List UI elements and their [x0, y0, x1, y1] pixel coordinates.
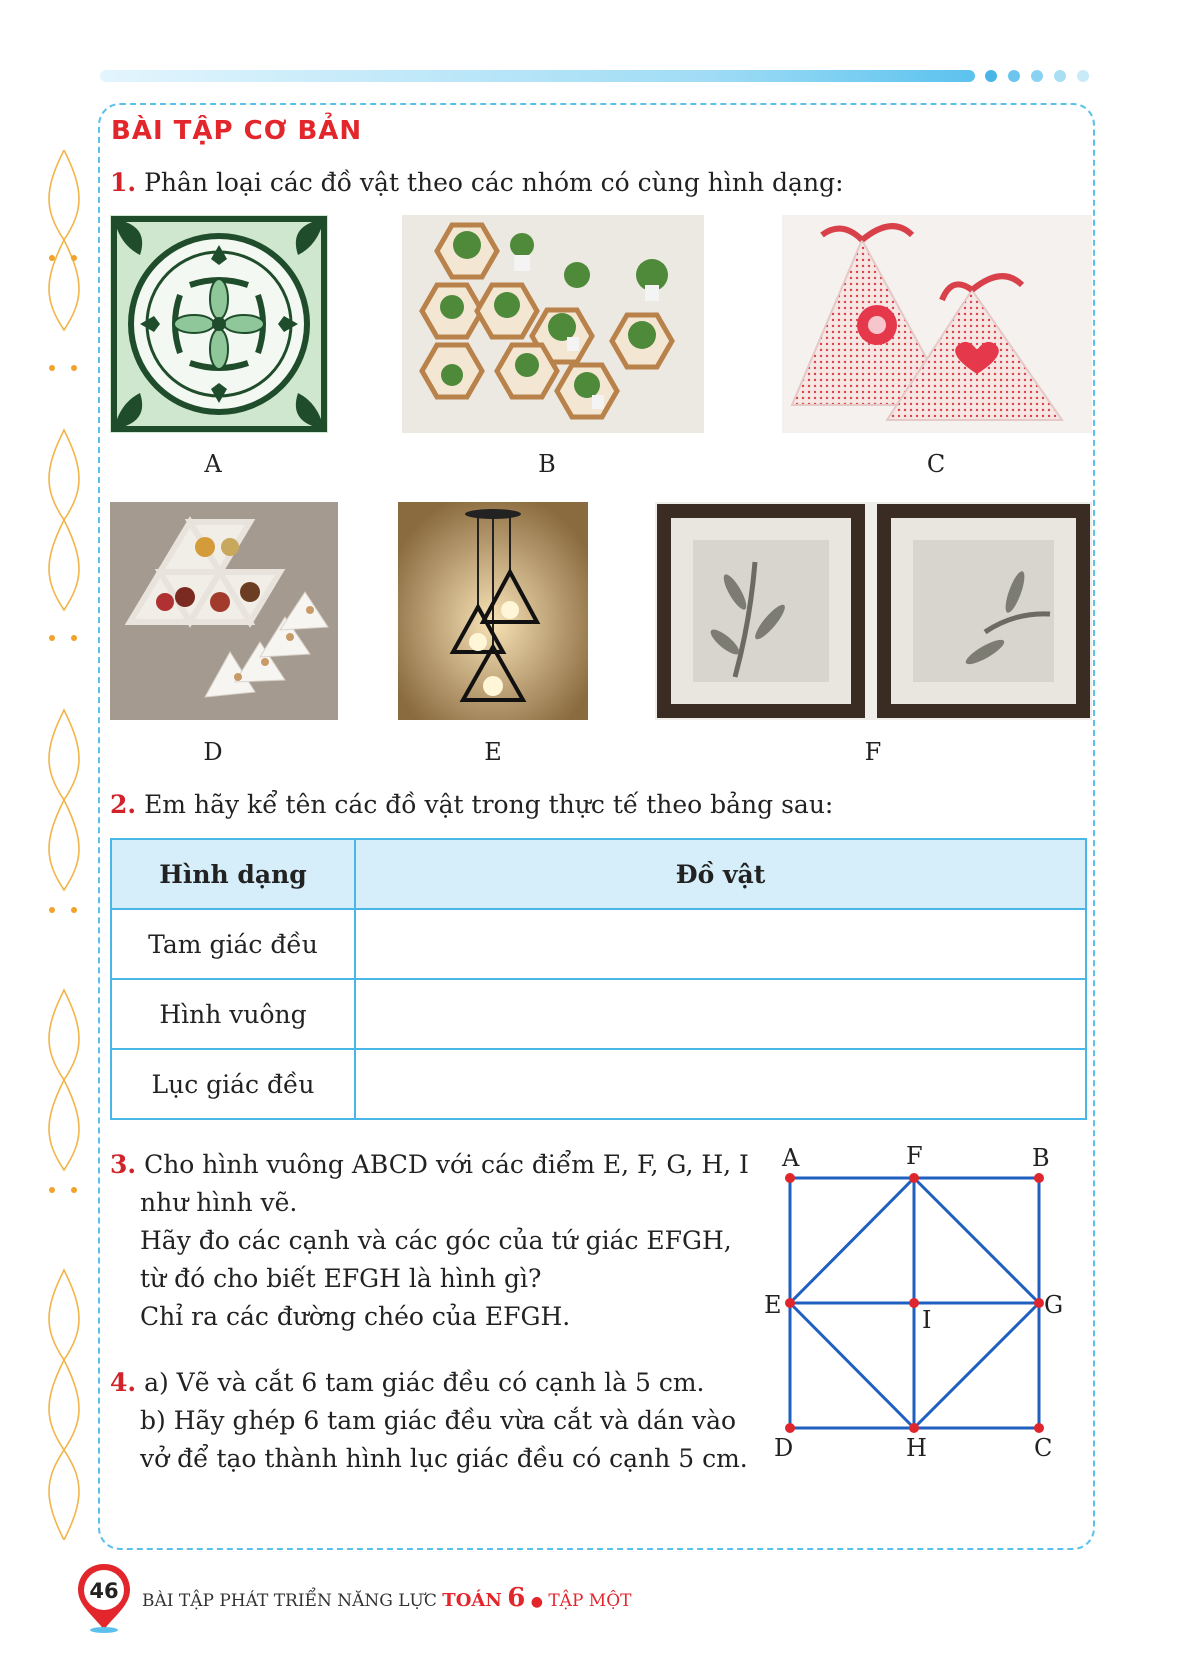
- point-h: [909, 1423, 919, 1433]
- point-d: [785, 1423, 795, 1433]
- point-b: [1034, 1173, 1044, 1183]
- table-cell-shape: Lục giác đều: [111, 1049, 355, 1119]
- label-e: E: [764, 1291, 782, 1319]
- left-ornament: [44, 150, 84, 1540]
- top-decor-dot: [1031, 70, 1043, 82]
- question-text: như hình vẽ.: [140, 1188, 298, 1217]
- point-e: [785, 1298, 795, 1308]
- question-number: 1.: [110, 168, 137, 197]
- label-g: G: [1044, 1291, 1064, 1319]
- footer-grade: 6: [507, 1583, 526, 1613]
- image-c-triangle-boxes: [782, 215, 1092, 433]
- label-i: I: [922, 1306, 932, 1334]
- label-h: H: [906, 1434, 927, 1462]
- question-text: a) Vẽ và cắt 6 tam giác đều có cạnh là 5 cm.: [144, 1368, 705, 1397]
- label-d: D: [774, 1434, 794, 1462]
- question-text: Hãy đo các cạnh và các góc của tứ giác EFGH,: [140, 1226, 732, 1255]
- question-text: từ đó cho biết EFGH là hình gì?: [140, 1264, 542, 1293]
- image-a-tile: [110, 215, 328, 433]
- caption-d: D: [203, 738, 223, 766]
- top-decor-dot: [1008, 70, 1020, 82]
- image-b-hexagon-shelves: [402, 215, 704, 433]
- image-d-triangle-dishes: [110, 502, 338, 720]
- caption-e: E: [484, 738, 502, 766]
- point-c: [1034, 1423, 1044, 1433]
- page-number: 46: [89, 1579, 119, 1603]
- point-f: [909, 1173, 919, 1183]
- footer-volume: TẬP MỘT: [548, 1591, 632, 1611]
- image-f-square-frames: [655, 502, 1092, 720]
- section-title: BÀI TẬP CƠ BẢN: [111, 116, 363, 146]
- question-number: 4.: [110, 1368, 137, 1397]
- label-c: C: [1034, 1434, 1053, 1462]
- table-header-objects: Đồ vật: [355, 839, 1086, 909]
- question-number: 2.: [110, 790, 137, 819]
- question-text: Phân loại các đồ vật theo các nhóm có cùng hình dạng:: [144, 168, 844, 197]
- question-text: Chỉ ra các đường chéo của EFGH.: [140, 1302, 571, 1331]
- shapes-table: [110, 838, 1087, 1120]
- question-text: vở để tạo thành hình lục giác đều có cạnh 5 cm.: [140, 1444, 748, 1473]
- label-f: F: [906, 1142, 923, 1170]
- question-3: [110, 1146, 750, 1336]
- page-number-badge: [74, 1560, 134, 1634]
- footer-subject: TOÁN: [442, 1590, 502, 1611]
- top-decor-dot: [1077, 70, 1089, 82]
- table-header-shape: Hình dạng: [111, 839, 355, 909]
- table-cell-shape: Hình vuông: [111, 979, 355, 1049]
- question-text: Em hãy kể tên các đồ vật trong thực tế theo bảng sau:: [144, 790, 834, 819]
- question-4: [110, 1364, 750, 1478]
- top-decor-dot: [985, 70, 997, 82]
- point-a: [785, 1173, 795, 1183]
- label-b: B: [1032, 1144, 1050, 1172]
- table-cell-objects[interactable]: [355, 1049, 1086, 1119]
- square-figure: [760, 1138, 1080, 1468]
- caption-b: B: [538, 450, 556, 478]
- table-cell-objects[interactable]: [355, 909, 1086, 979]
- top-decor-bar: [100, 70, 975, 82]
- image-e-triangle-lamps: [398, 502, 588, 720]
- question-text: Cho hình vuông ABCD với các điểm E, F, G, H, I: [144, 1150, 749, 1179]
- table-row: [111, 1049, 1086, 1119]
- question-number: 3.: [110, 1150, 137, 1179]
- question-2: [110, 786, 833, 824]
- table-cell-objects[interactable]: [355, 979, 1086, 1049]
- caption-a: A: [204, 450, 222, 478]
- footer-book: BÀI TẬP PHÁT TRIỂN NĂNG LỰC: [142, 1591, 437, 1611]
- top-decor-dot: [1054, 70, 1066, 82]
- footer-book-title: [142, 1583, 631, 1613]
- table-row: [111, 909, 1086, 979]
- question-1: [110, 164, 844, 202]
- footer-bullet: ●: [530, 1594, 543, 1610]
- table-row: [111, 979, 1086, 1049]
- point-g: [1034, 1298, 1044, 1308]
- table-cell-shape: Tam giác đều: [111, 909, 355, 979]
- label-a: A: [782, 1144, 800, 1172]
- caption-f: F: [864, 738, 882, 766]
- table-header-row: [111, 839, 1086, 909]
- question-text: b) Hãy ghép 6 tam giác đều vừa cắt và dán vào: [140, 1406, 737, 1435]
- caption-c: C: [926, 450, 946, 478]
- point-i: [909, 1298, 919, 1308]
